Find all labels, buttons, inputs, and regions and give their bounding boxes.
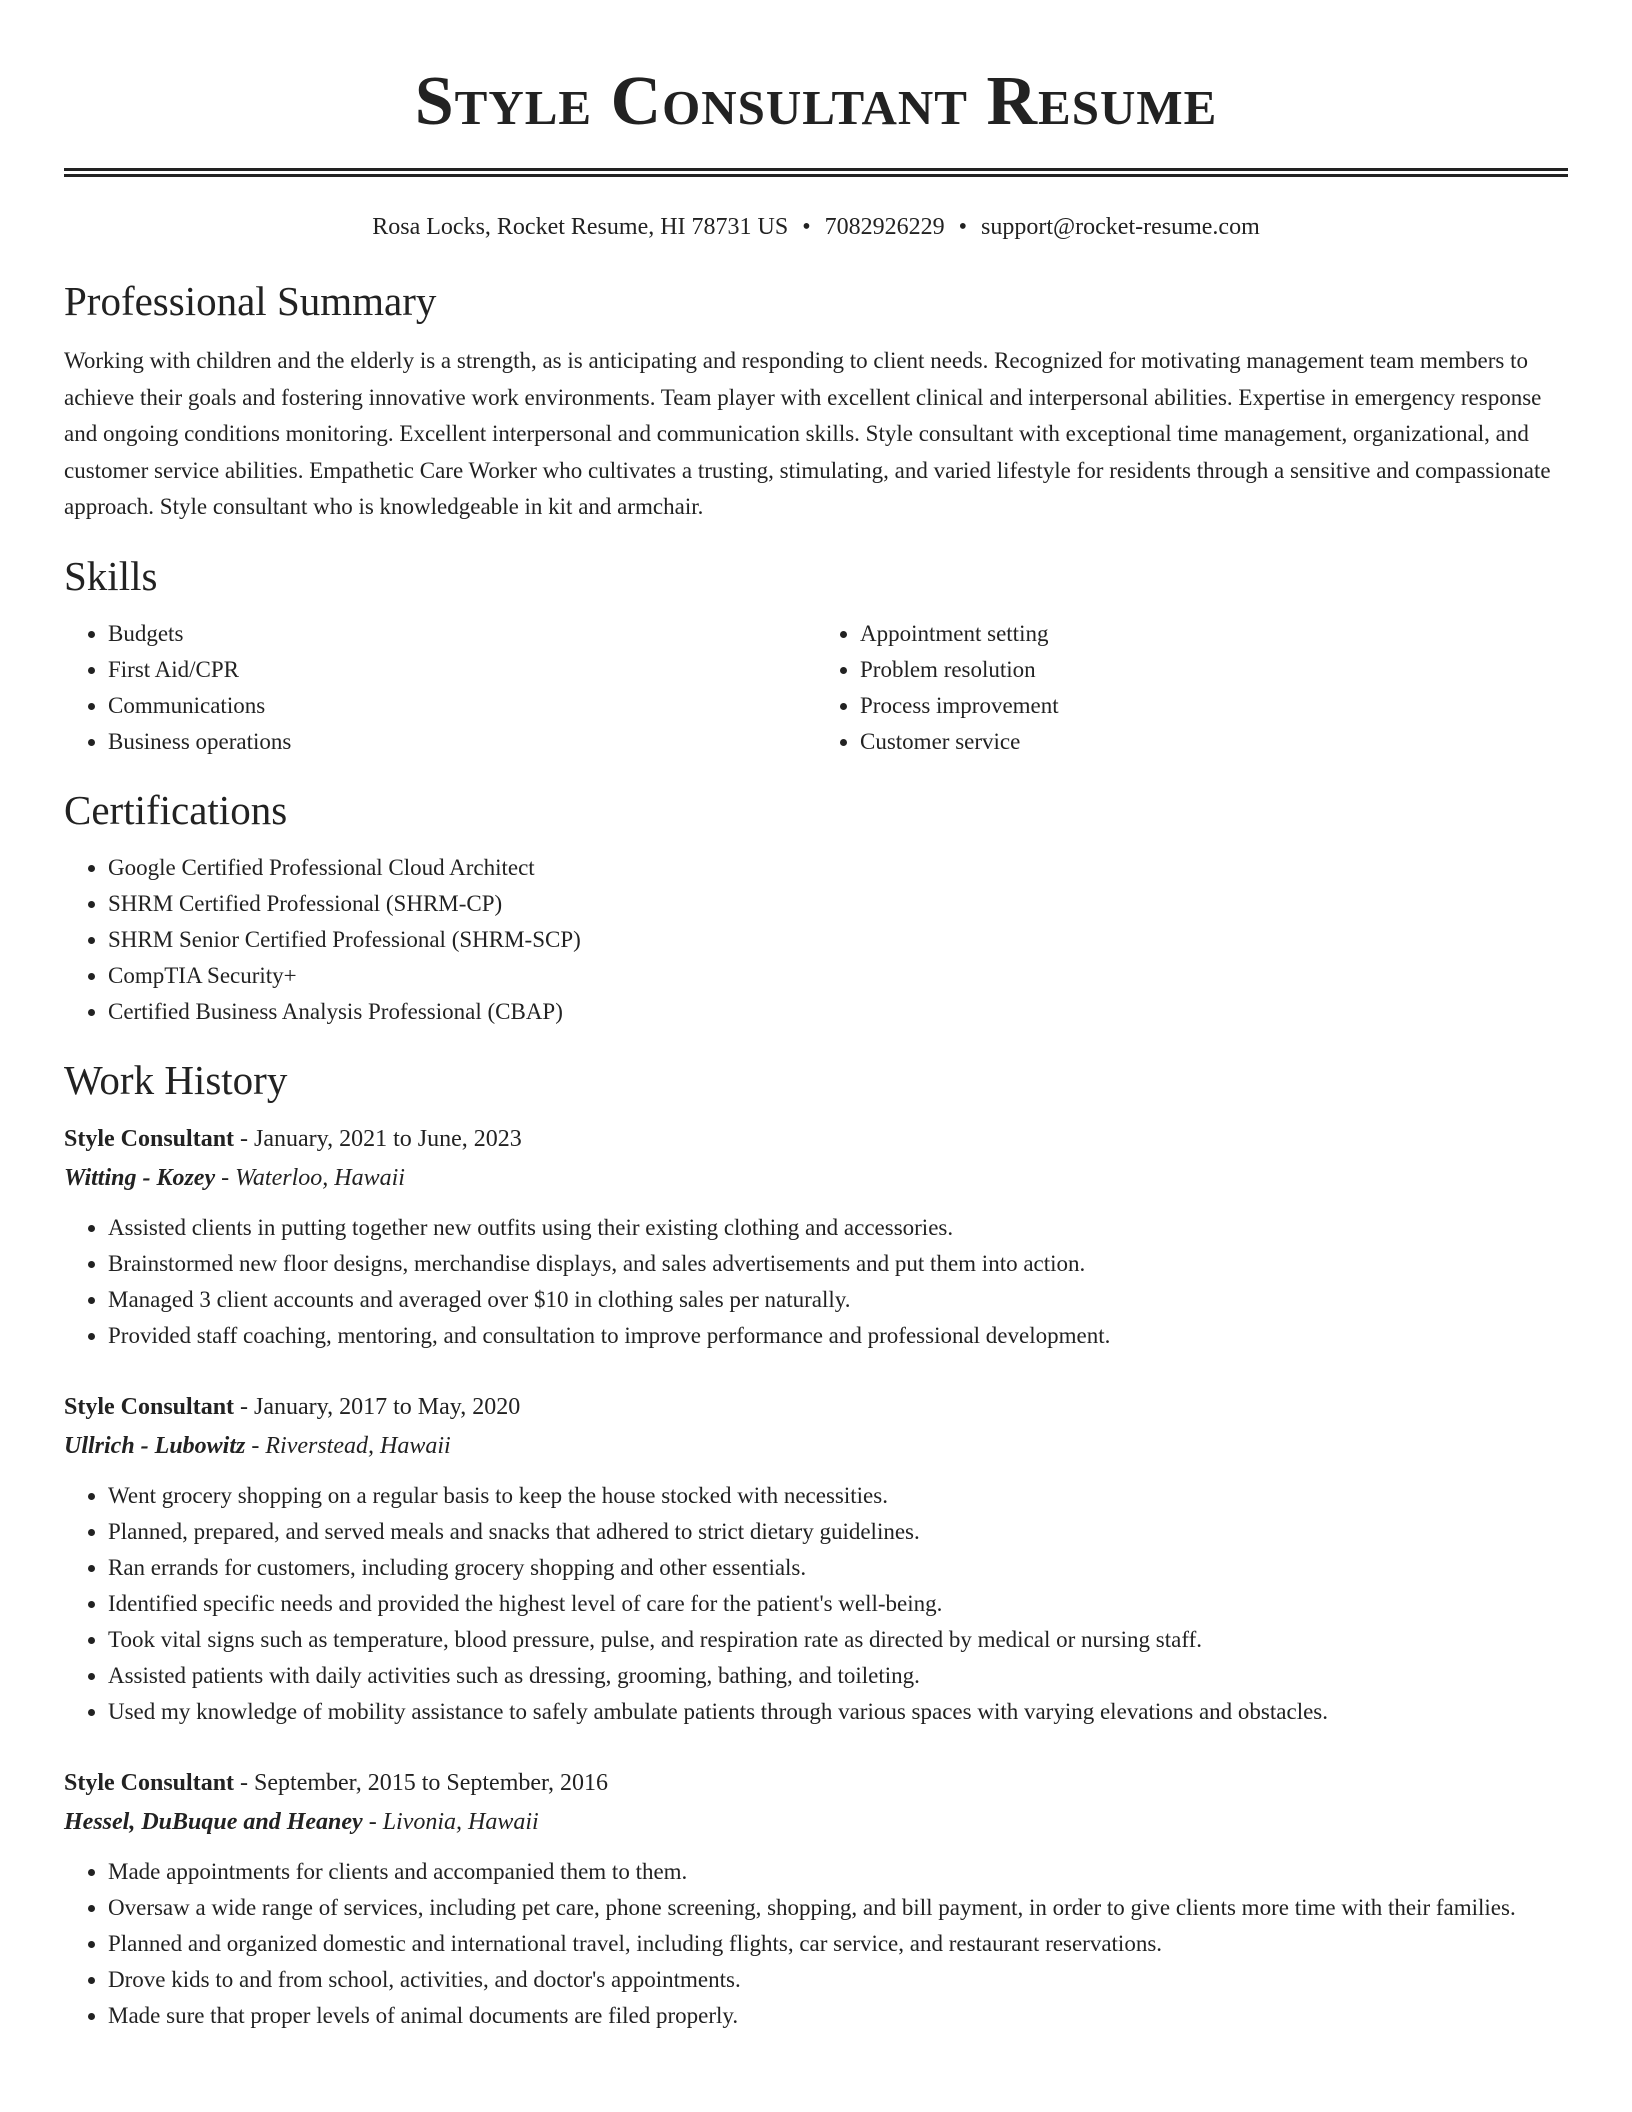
job-header: Style Consultant - January, 2017 to May, 2020 (64, 1393, 521, 1420)
job-header: Style Consultant - January, 2021 to June, 2023 (64, 1125, 522, 1152)
contact-line (64, 209, 1568, 245)
job-location: Waterloo, Hawaii (235, 1164, 405, 1191)
job-title: Style Consultant (64, 1769, 235, 1796)
job-duty: • Ran errands for customers, including grocery shopping and other essentials. (108, 1550, 1568, 1586)
job-duty: • Went grocery shopping on a regular basis to keep the house stocked with necessities. (108, 1478, 1568, 1514)
contact-phone: 7082926229 (824, 214, 945, 240)
certification-item: • SHRM Certified Professional (SHRM-CP) (108, 886, 1568, 922)
job-duty: • Made appointments for clients and accompanied them to them. (108, 1854, 1568, 1890)
skill-item: • Budgets (108, 616, 816, 652)
job-location: Livonia, Hawaii (382, 1808, 539, 1835)
job-duty: • Identified specific needs and provided the highest level of care for the patient's well-being. (108, 1586, 1568, 1622)
skill-item: • Problem resolution (860, 652, 1568, 688)
job-employer: Hessel, DuBuque and Heaney - Livonia, Hawaii (64, 1808, 539, 1835)
skill-item: • Customer service (860, 724, 1568, 760)
job-duty: • Drove kids to and from school, activities, and doctor's appointments. (108, 1962, 1568, 1998)
job-company: Witting - Kozey (64, 1164, 216, 1191)
skills-list-right (816, 616, 1568, 760)
job-entry (64, 1764, 1568, 2034)
job-duty: • Assisted patients with daily activities such as dressing, grooming, bathing, and toileting. (108, 1658, 1568, 1694)
certifications-list (64, 850, 1568, 1030)
certification-item: • Google Certified Professional Cloud Architect (108, 850, 1568, 886)
certification-item: • Certified Business Analysis Professional (CBAP) (108, 994, 1568, 1030)
job-duty: • Managed 3 client accounts and averaged over $10 in clothing sales per naturally. (108, 1282, 1568, 1318)
resume-title: Style Consultant Resume (414, 63, 1218, 140)
job-dates: January, 2021 to June, 2023 (254, 1125, 522, 1152)
certification-item: • CompTIA Security+ (108, 958, 1568, 994)
job-entry (64, 1120, 1568, 1354)
skill-item: • Process improvement (860, 688, 1568, 724)
skills-heading: Skills (64, 552, 158, 599)
contact-email: support@rocket-resume.com (981, 214, 1260, 240)
job-location: Riverstead, Hawaii (265, 1432, 451, 1459)
job-header: Style Consultant - September, 2015 to September, 2016 (64, 1769, 609, 1796)
job-duty: • Made sure that proper levels of animal documents are filed properly. (108, 1998, 1568, 2034)
certifications-heading: Certifications (64, 786, 288, 833)
skill-item: • Communications (108, 688, 816, 724)
job-employer: Witting - Kozey - Waterloo, Hawaii (64, 1164, 405, 1191)
job-duties-list (64, 1210, 1568, 1354)
contact-separator: • (958, 214, 968, 240)
job-title: Style Consultant (64, 1393, 235, 1420)
job-duty: • Used my knowledge of mobility assistance to safely ambulate patients through various spaces with varying elevations and obstacles. (108, 1694, 1568, 1730)
contact-separator: • (802, 214, 811, 240)
job-company: Hessel, DuBuque and Heaney (64, 1808, 363, 1835)
skill-item: • Appointment setting (860, 616, 1568, 652)
skills-list-left (64, 616, 816, 760)
contact-address: Rosa Locks, Rocket Resume, HI 78731 US (372, 214, 789, 240)
job-duty: • Provided staff coaching, mentoring, and consultation to improve performance and professional development. (108, 1318, 1568, 1354)
job-duties-list (64, 1854, 1568, 2034)
summary-heading: Professional Summary (64, 278, 437, 324)
skill-item: • Business operations (108, 724, 816, 760)
job-company: Ullrich - Lubowitz (64, 1432, 246, 1459)
job-duty: • Planned, prepared, and served meals and snacks that adhered to strict dietary guidelines. (108, 1514, 1568, 1550)
skills-grid (64, 616, 1568, 760)
certification-item: • SHRM Senior Certified Professional (SHRM-SCP) (108, 922, 1568, 958)
resume-page (64, 0, 1568, 2034)
job-duty: • Planned and organized domestic and international travel, including flights, car service, and restaurant reservations. (108, 1926, 1568, 1962)
job-dates: January, 2017 to May, 2020 (254, 1393, 521, 1420)
job-duty: • Assisted clients in putting together new outfits using their existing clothing and accessories. (108, 1210, 1568, 1246)
job-duty: • Oversaw a wide range of services, including pet care, phone screening, shopping, and bill payment, in order to give clients more time with their families. (108, 1890, 1568, 1926)
title-divider (64, 168, 1568, 177)
skill-item: • First Aid/CPR (108, 652, 816, 688)
job-duties-list (64, 1478, 1568, 1730)
job-employer: Ullrich - Lubowitz - Riverstead, Hawaii (64, 1432, 451, 1459)
job-title: Style Consultant (64, 1125, 235, 1152)
summary-text: Working with children and the elderly is a strength, as is anticipating and responding to client needs. Recognized for motivating management team members to achieve their goals and fostering innovative work environments. Team player with excellent clinical and interpersonal abilities. Expertise in emergency response and ongoing conditions monitoring. Excellent interpersonal and communication skills. Style consultant with exceptional time management, organizational, and customer service abilities. Empathetic Care Worker who cultivates a trusting, stimulating, and varied lifestyle for residents through a sensitive and compassionate approach. Style consultant who is knowledgeable in kit and armchair. (64, 348, 1551, 519)
job-duty: • Took vital signs such as temperature, blood pressure, pulse, and respiration rate as directed by medical or nursing staff. (108, 1622, 1568, 1658)
job-dates: September, 2015 to September, 2016 (254, 1769, 609, 1796)
job-duty: • Brainstormed new floor designs, merchandise displays, and sales advertisements and put them into action. (108, 1246, 1568, 1282)
job-entry (64, 1388, 1568, 1730)
work-history-heading: Work History (64, 1056, 288, 1103)
